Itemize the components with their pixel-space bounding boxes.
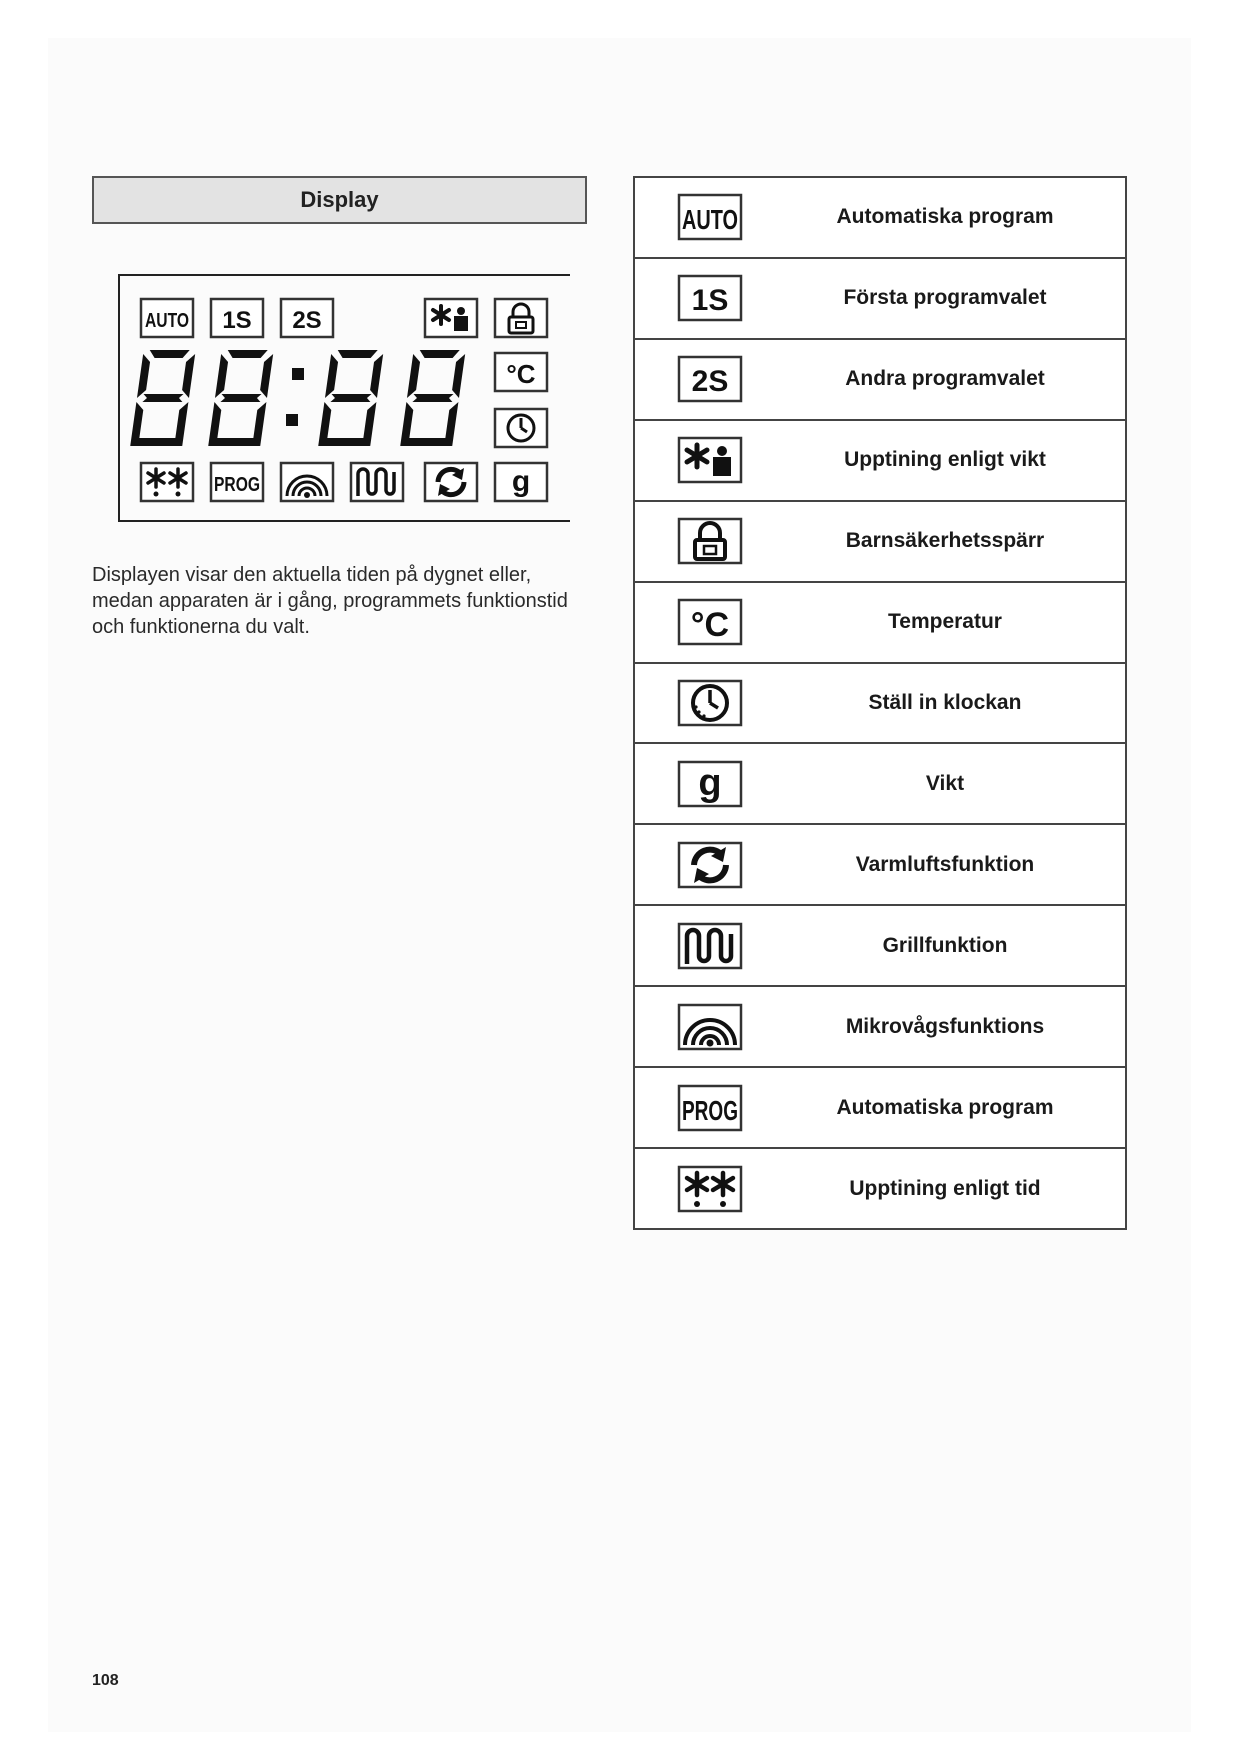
legend-row <box>635 1068 1125 1149</box>
fan-icon <box>424 462 478 502</box>
svg-text:1S: 1S <box>691 284 729 318</box>
legend-label: Automatiska program <box>836 205 1054 229</box>
legend-label: Mikrovågsfunktions <box>845 1014 1045 1038</box>
legend-row <box>635 906 1125 987</box>
symbol-legend-table <box>633 176 1127 1230</box>
svg-text:g: g <box>511 465 531 498</box>
second-stage-icon <box>677 355 743 403</box>
legend-label: Varmluftsfunktion <box>855 852 1035 876</box>
svg-text:AUTO: AUTO <box>682 204 738 236</box>
legend-label: Temperatur <box>888 610 1002 634</box>
legend-row <box>635 340 1125 421</box>
legend-row <box>635 259 1125 340</box>
svg-text:2S: 2S <box>691 365 729 399</box>
svg-text:AUTO: AUTO <box>145 310 189 332</box>
legend-label: Vikt <box>925 771 965 795</box>
legend-row <box>635 825 1125 906</box>
legend-row <box>635 987 1125 1068</box>
second-stage-icon <box>280 298 334 338</box>
legend-label: Första programvalet <box>843 286 1047 310</box>
lock-icon <box>677 517 743 565</box>
legend-row <box>635 178 1125 259</box>
celsius-icon <box>677 598 743 646</box>
time-defrost-icon <box>140 462 194 502</box>
clock-digits <box>136 348 496 448</box>
legend-label: Barnsäkerhetsspärr <box>845 529 1045 553</box>
section-title: Display <box>92 176 587 224</box>
prog-icon <box>210 462 264 502</box>
svg-text:°C: °C <box>506 359 536 389</box>
prog-icon <box>677 1084 743 1132</box>
clock-icon <box>677 679 743 727</box>
microwave-icon <box>677 1003 743 1051</box>
microwave-icon <box>280 462 334 502</box>
auto-icon <box>677 193 743 241</box>
svg-text:2S: 2S <box>292 307 322 334</box>
weight-defrost-icon <box>677 436 743 484</box>
svg-text:°C: °C <box>690 606 730 645</box>
legend-row <box>635 421 1125 502</box>
legend-label: Grillfunktion <box>882 933 1008 957</box>
auto-icon <box>140 298 194 338</box>
gram-icon <box>677 760 743 808</box>
legend-row <box>635 583 1125 664</box>
svg-text:1S: 1S <box>222 307 252 334</box>
legend-row <box>635 664 1125 745</box>
legend-label: Andra programvalet <box>845 367 1045 391</box>
svg-text:PROG: PROG <box>214 474 260 496</box>
svg-text:g: g <box>698 761 722 804</box>
legend-row <box>635 1149 1125 1228</box>
legend-label: Ställ in klockan <box>868 690 1022 714</box>
legend-row <box>635 744 1125 825</box>
grill-icon <box>677 922 743 970</box>
celsius-icon <box>494 352 548 392</box>
page-number: 108 <box>92 1672 119 1689</box>
svg-text:PROG: PROG <box>682 1094 738 1126</box>
grill-icon <box>350 462 404 502</box>
clock-icon <box>494 408 548 448</box>
fan-icon <box>677 841 743 889</box>
first-stage-icon <box>210 298 264 338</box>
legend-row <box>635 502 1125 583</box>
first-stage-icon <box>677 274 743 322</box>
legend-label: Upptining enligt tid <box>849 1176 1041 1200</box>
legend-label: Upptining enligt vikt <box>844 448 1046 472</box>
time-defrost-icon <box>677 1165 743 1213</box>
weight-defrost-icon <box>424 298 478 338</box>
description-text: Displayen visar den aktuella tiden på dygnet eller, medan apparaten är i gång, programmets funktionstid och funktionerna du valt. <box>92 564 568 638</box>
gram-icon <box>494 462 548 502</box>
legend-label: Automatiska program <box>836 1095 1054 1119</box>
lcd-display <box>118 274 570 522</box>
lock-icon <box>494 298 548 338</box>
